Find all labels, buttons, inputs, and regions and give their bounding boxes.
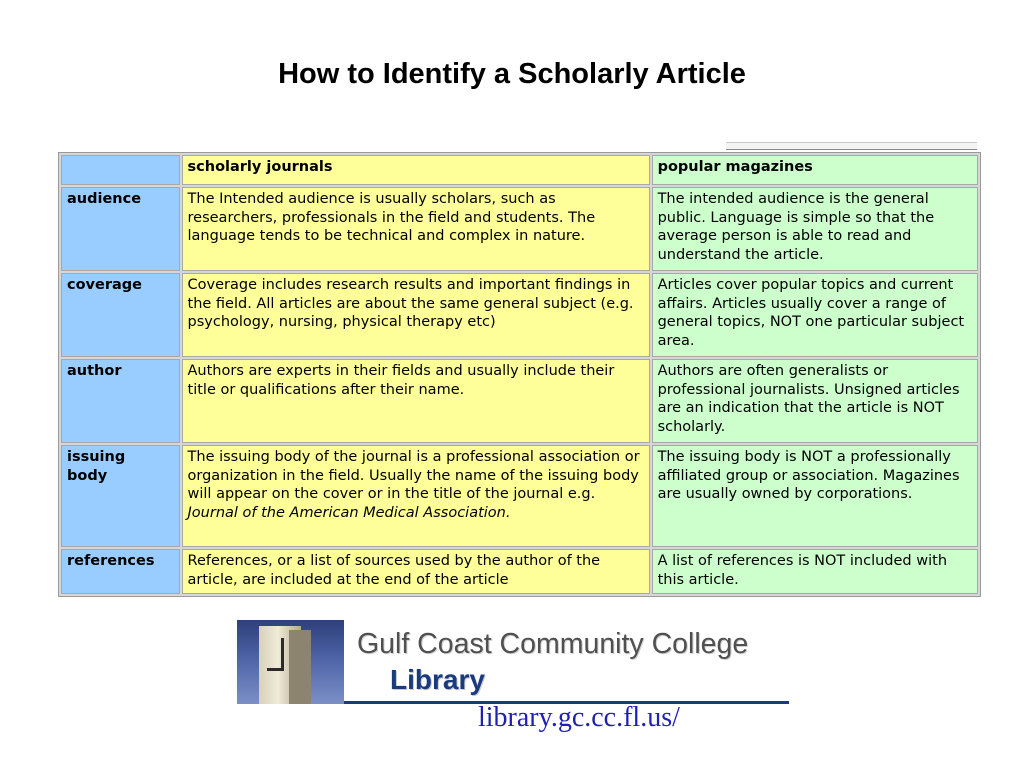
- scholarly-cell: The Intended audience is usually scholars, such as researchers, professionals in the field and students. The language tends to be technical and complex in nature.: [182, 187, 650, 271]
- row-label: references: [61, 549, 180, 594]
- table-header-row: [61, 155, 978, 185]
- table-row-issuing-body: [61, 445, 978, 547]
- logo-college-name: Gulf Coast Community College: [357, 628, 749, 660]
- header-scholarly-journals: scholarly journals: [182, 155, 650, 185]
- row-label-line: issuing: [67, 449, 126, 465]
- table-row-audience: [61, 187, 978, 271]
- scholarly-cell: Authors are experts in their fields and usually include their title or qualifications after their name.: [182, 359, 650, 443]
- logo-library-name: Library: [390, 664, 485, 695]
- popular-cell: Articles cover popular topics and current affairs. Articles usually cover a range of general topics, NOT one particular subject area.: [652, 273, 978, 357]
- row-label: audience: [61, 187, 180, 271]
- scholarly-cell: Coverage includes research results and important findings in the field. All articles are about the same general subject (e.g. psychology, nursing, physical therapy etc): [182, 273, 650, 357]
- college-logo: [237, 620, 789, 704]
- scholarly-text: The issuing body of the journal is a professional association or organization in the field. Usually the name of the issuing body will appear on the cover or in the title of the journal e.g.: [187, 449, 640, 502]
- row-label: [61, 445, 180, 547]
- decorative-bar: [726, 142, 977, 150]
- table-row-coverage: [61, 273, 978, 357]
- tower-shadow: [289, 630, 311, 704]
- comparison-table: [58, 152, 981, 597]
- popular-cell: The issuing body is NOT a professionally affiliated group or association. Magazines are usually owned by corporations.: [652, 445, 978, 547]
- popular-cell: Authors are often generalists or professional journalists. Unsigned articles are an indication that the article is NOT scholarly.: [652, 359, 978, 443]
- popular-cell: A list of references is NOT included with this article.: [652, 549, 978, 594]
- scholarly-cell: [182, 445, 650, 547]
- library-url-link[interactable]: library.gc.cc.fl.us/: [478, 702, 680, 733]
- popular-cell: The intended audience is the general public. Language is simple so that the average person is able to read and understand the article.: [652, 187, 978, 271]
- tower-emblem-icon: [267, 638, 284, 671]
- page-title: How to Identify a Scholarly Article: [278, 58, 746, 90]
- building-photo: [237, 620, 344, 704]
- table-row-author: [61, 359, 978, 443]
- header-blank-cell: [61, 155, 180, 185]
- row-label: coverage: [61, 273, 180, 357]
- row-label: author: [61, 359, 180, 443]
- row-label-line: body: [67, 467, 108, 484]
- journal-example: Journal of the American Medical Association.: [187, 504, 511, 521]
- table-row-references: [61, 549, 978, 594]
- header-popular-magazines: popular magazines: [652, 155, 978, 185]
- scholarly-cell: References, or a list of sources used by the author of the article, are included at the end of the article: [182, 549, 650, 594]
